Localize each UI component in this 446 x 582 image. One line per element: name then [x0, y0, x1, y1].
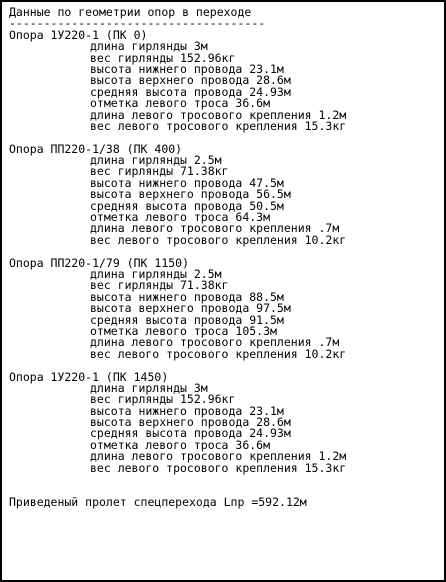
report-content: [9, 7, 440, 508]
support-param: вес левого тросового крепления 15.3кг: [90, 460, 347, 475]
support-param: высота верхнего провода 56.5м: [90, 187, 291, 202]
support-param: длина гирлянды 3м: [90, 380, 208, 395]
support-param: отметка левого троса 64.3м: [90, 210, 271, 225]
support-param: высота нижнего провода 23.1м: [90, 403, 284, 418]
support-header: Опора 1У220-1 (ПК 0): [9, 27, 148, 42]
support-param: вес гирлянды 152.96кг: [90, 50, 236, 65]
support-param: длина гирлянды 2.5м: [90, 153, 222, 168]
support-param: длина гирлянды 2.5м: [90, 266, 222, 281]
support-param: высота верхнего провода 28.6м: [90, 415, 291, 430]
support-param: отметка левого троса 36.6м: [90, 96, 271, 111]
support-param: средняя высота провода 24.93м: [90, 426, 291, 441]
support-param: длина левого тросового крепления .7м: [90, 335, 340, 350]
title-separator: -------------------------------------: [9, 16, 266, 31]
support-param: вес левого тросового крепления 15.3кг: [90, 118, 347, 133]
reduced-span-summary: Приведеный пролет спецперехода Lпр =592.12м: [9, 494, 307, 509]
support-param: высота верхнего провода 28.6м: [90, 73, 291, 88]
support-header: Опора 1У220-1 (ПК 1450): [9, 369, 169, 384]
support-block: [9, 27, 440, 133]
support-param: вес гирлянды 71.38кг: [90, 164, 229, 179]
support-header: Опора ПП220-1/79 (ПК 1150): [9, 255, 190, 270]
support-param: средняя высота провода 91.5м: [90, 312, 284, 327]
support-param: средняя высота провода 50.5м: [90, 198, 284, 213]
support-param: длина левого тросового крепления 1.2м: [90, 449, 347, 464]
support-param: средняя высота провода 24.93м: [90, 84, 291, 99]
support-header: Опора ПП220-1/38 (ПК 400): [9, 141, 183, 156]
support-param: длина гирлянды 3м: [90, 39, 208, 54]
support-param: высота нижнего провода 88.5м: [90, 289, 284, 304]
support-param: вес левого тросового крепления 10.2кг: [90, 346, 347, 361]
support-param: вес гирлянды 71.38кг: [90, 278, 229, 293]
block-spacer: [9, 474, 440, 497]
support-param: вес левого тросового крепления 10.2кг: [90, 232, 347, 247]
support-param: длина левого тросового крепления .7м: [90, 221, 340, 236]
support-param: высота верхнего провода 97.5м: [90, 301, 291, 316]
support-param: отметка левого троса 105.3м: [90, 323, 277, 338]
support-block: [9, 255, 440, 361]
support-param: длина левого тросового крепления 1.2м: [90, 107, 347, 122]
support-param: отметка левого троса 36.6м: [90, 437, 271, 452]
support-block: [9, 141, 440, 247]
report-title: Данные по геометрии опор в переходе: [9, 5, 252, 19]
support-block: [9, 369, 440, 475]
support-param: высота нижнего провода 47.5м: [90, 175, 284, 190]
support-param: вес гирлянды 152.96кг: [90, 392, 236, 407]
support-param: высота нижнего провода 23.1м: [90, 61, 284, 76]
